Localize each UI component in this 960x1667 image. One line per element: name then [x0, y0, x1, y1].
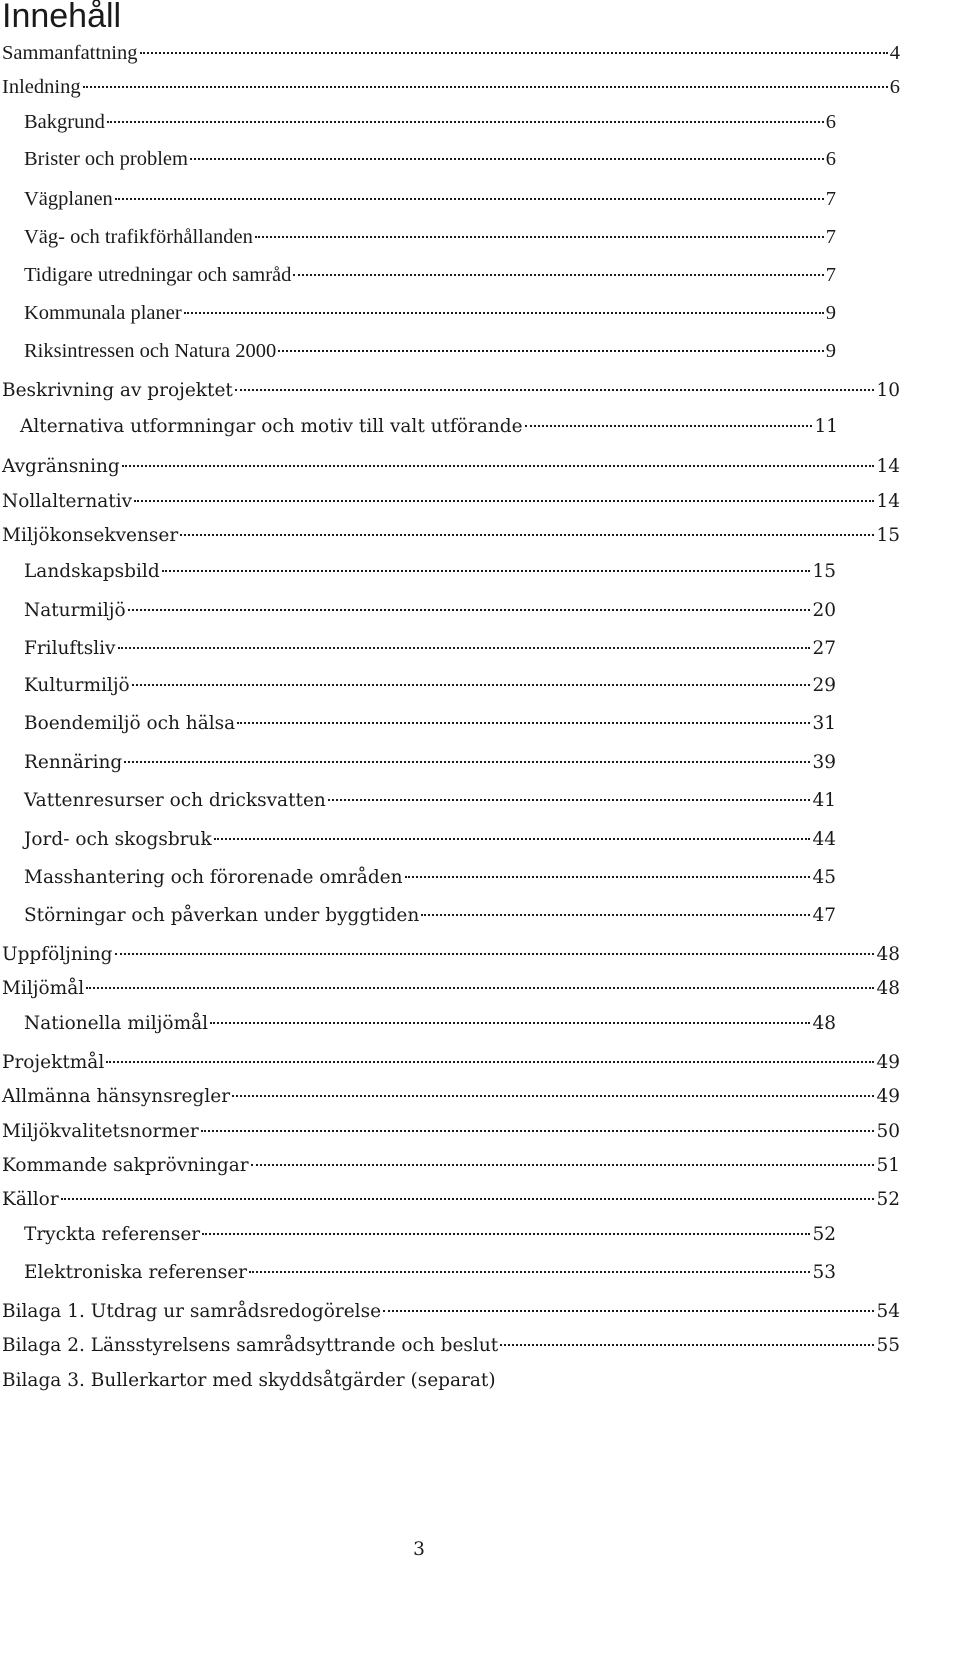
toc-row — [2, 1121, 900, 1149]
toc-entry-label: Allmänna hänsynsregler — [2, 1086, 231, 1107]
toc-row — [24, 226, 836, 254]
toc-entry-label: Nationella miljömål — [24, 1013, 209, 1034]
toc-row — [24, 713, 836, 741]
dot-leader — [190, 158, 824, 160]
toc-entry-page: 48 — [812, 1013, 836, 1034]
toc-entry-label: Naturmiljö — [24, 600, 126, 621]
toc-entry-page: 14 — [876, 491, 900, 512]
toc-row — [24, 264, 836, 292]
toc-entry[interactable] — [24, 867, 836, 895]
toc-entry-label: Brister och problem — [24, 148, 188, 170]
dot-leader — [232, 1095, 874, 1097]
dot-leader — [255, 236, 824, 238]
toc-entry-page: 15 — [876, 525, 900, 546]
toc-entry-page: 9 — [825, 302, 836, 324]
toc-entry[interactable] — [24, 226, 836, 254]
toc-entry-label: Kommunala planer — [24, 302, 182, 324]
toc-row — [2, 525, 900, 553]
toc-row — [2, 76, 900, 104]
toc-entry[interactable] — [24, 675, 836, 703]
dot-leader — [251, 1164, 875, 1166]
dot-leader — [115, 198, 824, 200]
dot-leader — [128, 609, 811, 611]
toc-row — [2, 1189, 900, 1217]
toc-entry-page: 55 — [876, 1335, 900, 1356]
toc-entry-label: Masshantering och förorenade områden — [24, 867, 403, 888]
toc-row — [24, 340, 836, 368]
toc-entry-page: 7 — [825, 226, 836, 248]
dot-leader — [83, 86, 888, 88]
toc-entry[interactable] — [24, 111, 836, 139]
toc-entry-page: 51 — [876, 1155, 900, 1176]
toc-entry-page: 48 — [876, 978, 900, 999]
dot-leader — [210, 1022, 810, 1024]
toc-row — [24, 600, 836, 628]
toc-entry[interactable] — [2, 380, 900, 408]
toc-entry[interactable] — [24, 1013, 836, 1041]
toc-entry-label: Tryckta referenser — [24, 1224, 201, 1245]
dot-leader — [293, 274, 823, 276]
toc-row — [24, 1262, 836, 1290]
toc-entry-label: Friluftsliv — [24, 638, 116, 659]
toc-entry-label: Källor — [2, 1189, 59, 1210]
toc-entry[interactable] — [24, 1262, 836, 1290]
toc-entry-label: Landskapsbild — [24, 561, 160, 582]
toc-row — [2, 978, 900, 1006]
toc-entry[interactable] — [2, 978, 900, 1006]
toc-entry-label: Vattenresurser och dricksvatten — [24, 790, 326, 811]
toc-entry[interactable] — [2, 1301, 900, 1329]
toc-row — [2, 42, 900, 70]
toc-entry-label: Projektmål — [2, 1052, 105, 1073]
toc-entry-label: Bilaga 2. Länsstyrelsens samrådsyttrande och beslut — [2, 1335, 499, 1356]
toc-entry[interactable] — [2, 456, 900, 484]
toc-entry[interactable] — [24, 713, 836, 741]
dot-leader — [249, 1271, 810, 1273]
toc-entry-label: Väg- och trafikförhållanden — [24, 226, 253, 248]
toc-row — [24, 561, 836, 589]
toc-row — [24, 302, 836, 330]
toc-entry[interactable] — [2, 525, 900, 553]
toc-row — [2, 1052, 900, 1080]
toc-entry-label: Störningar och påverkan under byggtiden — [24, 905, 420, 926]
dot-leader — [124, 761, 810, 763]
toc-entry-page: 15 — [812, 561, 836, 582]
toc-entry-label: Miljökvalitetsnormer — [2, 1121, 199, 1142]
dot-leader — [278, 350, 824, 352]
toc-row — [2, 380, 900, 408]
toc-entry-page: 6 — [825, 111, 836, 133]
dot-leader — [140, 52, 888, 54]
toc-entry-label: Avgränsning — [2, 456, 120, 477]
toc-entry[interactable] — [24, 188, 836, 216]
toc-entry-page: 39 — [812, 752, 836, 773]
toc-entry[interactable] — [2, 42, 900, 70]
toc-entry[interactable] — [2, 1189, 900, 1217]
toc-row — [24, 829, 836, 857]
toc-entry-page: 6 — [889, 76, 900, 98]
dot-leader — [118, 647, 811, 649]
dot-leader — [202, 1233, 810, 1235]
toc-entry[interactable] — [2, 1335, 900, 1363]
toc-entry-page: 11 — [814, 416, 838, 437]
toc-entry-page: 44 — [812, 829, 836, 850]
toc-entry-label: Riksintressen och Natura 2000 — [24, 340, 277, 362]
toc-entry[interactable] — [2, 76, 900, 104]
toc-entry-page: 9 — [825, 340, 836, 362]
toc-entry-page: 54 — [876, 1301, 900, 1322]
toc-entry-page: 41 — [812, 790, 836, 811]
toc-entry-page: 20 — [812, 600, 836, 621]
toc-entry[interactable] — [2, 1155, 900, 1183]
toc-entry[interactable] — [24, 600, 836, 628]
toc-entry[interactable] — [2, 491, 900, 519]
toc-row — [24, 148, 836, 176]
toc-entry-label: Miljömål — [2, 978, 85, 999]
toc-row — [20, 416, 838, 444]
toc-entry[interactable] — [24, 340, 836, 368]
dot-leader — [525, 425, 813, 427]
toc-entry[interactable] — [24, 638, 836, 666]
toc-entry-label: Boendemiljö och hälsa — [24, 713, 236, 734]
toc-entry[interactable] — [24, 905, 836, 933]
toc-entry-page: 6 — [825, 148, 836, 170]
dot-leader — [235, 389, 875, 391]
dot-leader — [421, 914, 810, 916]
dot-leader — [115, 953, 875, 955]
toc-entry-page: 52 — [812, 1224, 836, 1245]
toc-entry-page: 50 — [876, 1121, 900, 1142]
toc-entry-label: Alternativa utformningar och motiv till valt utförande — [20, 416, 523, 437]
toc-row — [24, 752, 836, 780]
dot-leader — [383, 1310, 874, 1312]
toc-entry-label: Beskrivning av projektet — [2, 380, 233, 401]
dot-leader — [237, 722, 810, 724]
dot-leader — [162, 570, 811, 572]
toc-entry[interactable] — [24, 790, 836, 818]
toc-row — [2, 456, 900, 484]
toc-row — [24, 675, 836, 703]
toc-entry-page: 53 — [812, 1262, 836, 1283]
toc-entry-label: Kommande sakprövningar — [2, 1155, 249, 1176]
toc-entry-page: 48 — [876, 944, 900, 965]
toc-row — [24, 905, 836, 933]
toc-entry[interactable] — [2, 1121, 900, 1149]
page-number: 3 — [413, 1539, 425, 1560]
toc-entry-label: Uppföljning — [2, 944, 113, 965]
dot-leader — [106, 1061, 874, 1063]
toc-row — [2, 1155, 900, 1183]
dot-leader — [134, 500, 874, 502]
dot-leader — [405, 876, 811, 878]
toc-entry-label: Bakgrund — [24, 111, 105, 133]
dot-leader — [214, 838, 811, 840]
toc-row — [24, 111, 836, 139]
toc-entry-label: Tidigare utredningar och samråd — [24, 264, 292, 286]
toc-entry[interactable] — [24, 1224, 836, 1252]
dot-leader — [61, 1198, 875, 1200]
toc-row — [24, 790, 836, 818]
toc-entry-label: Rennäring — [24, 752, 123, 773]
toc-row — [24, 1013, 836, 1041]
toc-entry-page: 14 — [876, 456, 900, 477]
page-title: Innehåll — [2, 0, 122, 35]
toc-entry-page: 49 — [876, 1052, 900, 1073]
toc-row — [24, 188, 836, 216]
toc-entry-label: Elektroniska referenser — [24, 1262, 248, 1283]
dot-leader — [86, 987, 874, 989]
toc-entry-page: 47 — [812, 905, 836, 926]
toc-row — [2, 1301, 900, 1329]
toc-entry-page: 49 — [876, 1086, 900, 1107]
toc-standalone-entry: Bilaga 3. Bullerkartor med skyddsåtgärder (separat) — [2, 1370, 496, 1391]
toc-entry[interactable] — [24, 561, 836, 589]
dot-leader — [500, 1344, 874, 1346]
dot-leader — [184, 312, 824, 314]
toc-row — [24, 867, 836, 895]
toc-entry-label: Vägplanen — [24, 188, 113, 210]
dot-leader — [201, 1130, 875, 1132]
toc-entry-page: 29 — [812, 675, 836, 696]
toc-row — [24, 1224, 836, 1252]
dot-leader — [328, 799, 811, 801]
toc-entry[interactable] — [20, 416, 838, 444]
toc-entry[interactable] — [24, 302, 836, 330]
toc-entry-label: Jord- och skogsbruk — [24, 829, 212, 850]
toc-entry-page: 27 — [812, 638, 836, 659]
toc-entry[interactable] — [2, 1086, 900, 1114]
toc-entry[interactable] — [2, 1052, 900, 1080]
toc-entry-label: Miljökonsekvenser — [2, 525, 179, 546]
toc-entry[interactable] — [24, 264, 836, 292]
toc-entry-label: Nollalternativ — [2, 491, 133, 512]
toc-entry-page: 10 — [876, 380, 900, 401]
dot-leader — [122, 465, 875, 467]
dot-leader — [132, 684, 811, 686]
toc-entry-page: 31 — [812, 713, 836, 734]
toc-entry-label: Inledning — [2, 76, 81, 98]
toc-row — [2, 1086, 900, 1114]
toc-entry-label: Kulturmiljö — [24, 675, 130, 696]
toc-entry-label: Sammanfattning — [2, 42, 138, 64]
toc-entry[interactable] — [24, 148, 836, 176]
toc-entry-page: 4 — [889, 42, 900, 64]
dot-leader — [107, 121, 824, 123]
toc-row — [2, 944, 900, 972]
toc-entry[interactable] — [24, 752, 836, 780]
toc-entry-page: 7 — [825, 264, 836, 286]
toc-row — [24, 638, 836, 666]
toc-row — [2, 1335, 900, 1363]
toc-row — [2, 491, 900, 519]
toc-entry[interactable] — [2, 944, 900, 972]
toc-entry-page: 7 — [825, 188, 836, 210]
toc-entry-label: Bilaga 1. Utdrag ur samrådsredogörelse — [2, 1301, 382, 1322]
dot-leader — [180, 534, 874, 536]
toc-entry[interactable] — [24, 829, 836, 857]
toc-entry-page: 45 — [812, 867, 836, 888]
toc-entry-page: 52 — [876, 1189, 900, 1210]
